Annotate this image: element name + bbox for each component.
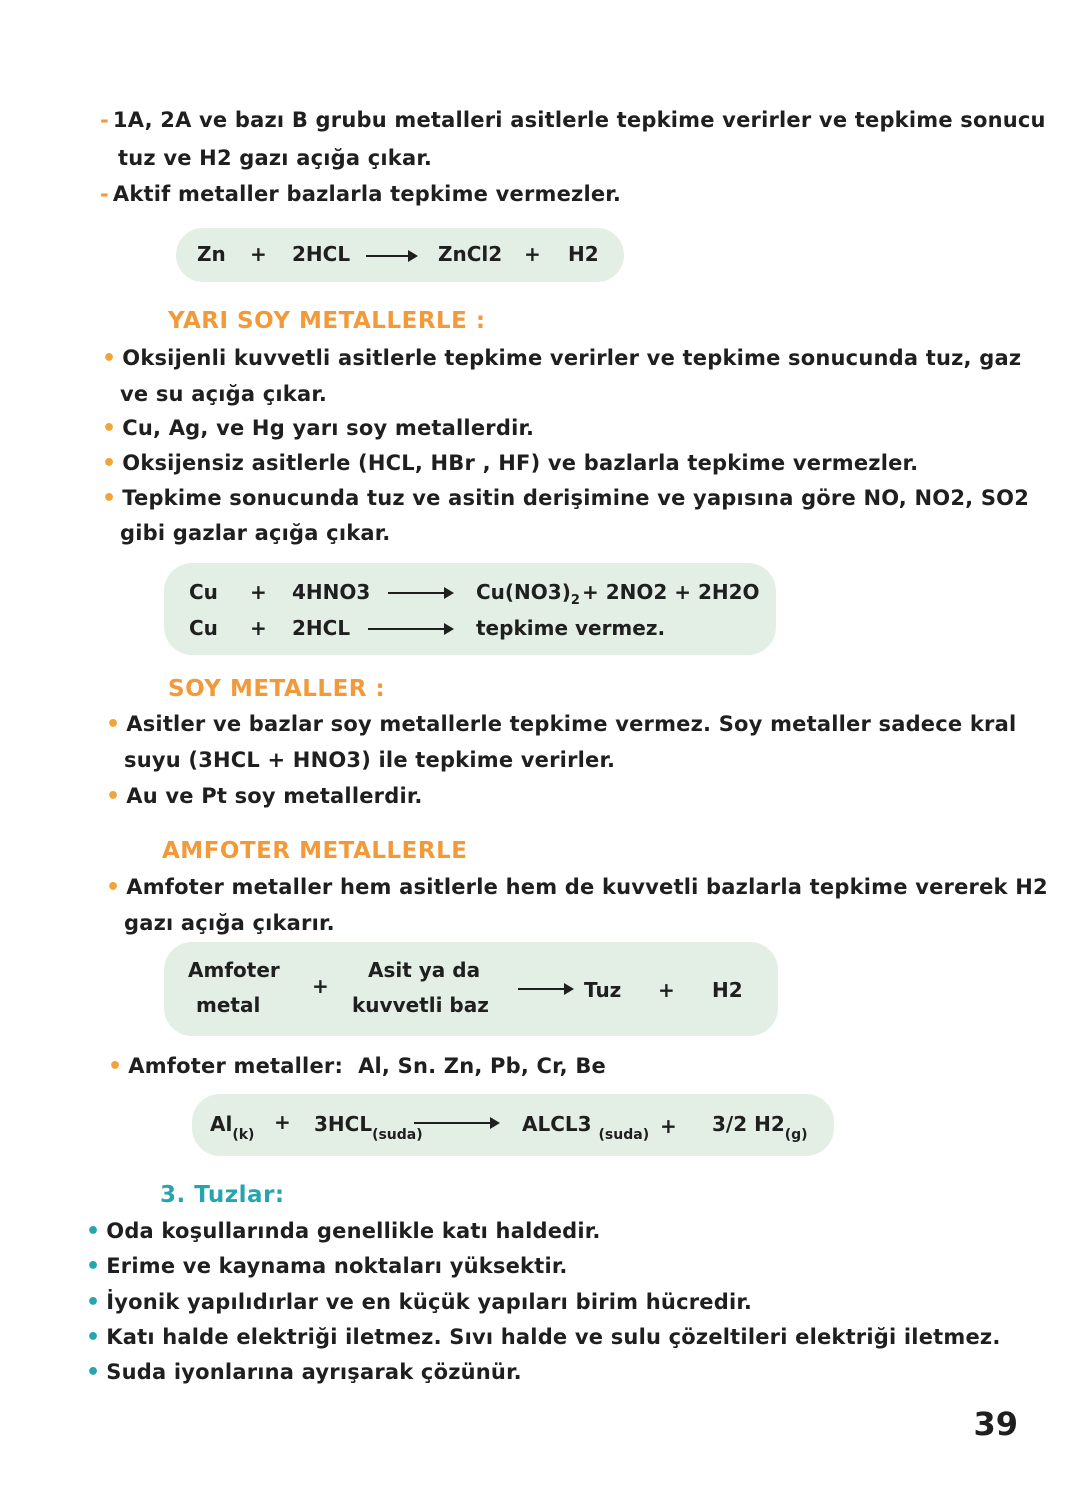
eq3-r2-state: (suda)	[372, 1127, 423, 1143]
eq1-reactant-2: 2HCL	[292, 242, 351, 266]
eq3-plus: +	[274, 1110, 291, 1134]
soy-text-1a: Asitler ve bazlar soy metallerle tepkime vermez. Soy metaller sadece kral	[126, 712, 1017, 736]
eq3-r1-text: Al	[210, 1112, 233, 1136]
bullet-dot-icon: •	[86, 1325, 101, 1350]
amf-list-values: Al, Sn. Zn, Pb, Cr, Be	[358, 1054, 606, 1078]
arrow-icon	[368, 628, 452, 630]
amf-eq-product-2: H2	[712, 978, 743, 1002]
soy-bullet-1	[106, 710, 1016, 739]
tuz-text-5: Suda iyonlarına ayrışarak çözünür.	[106, 1360, 522, 1384]
eq1-product-1: ZnCl2	[438, 242, 503, 266]
eq2-row1-reactant-1: Cu	[189, 580, 218, 604]
bullet-dot-icon: •	[106, 712, 121, 737]
tuz-bullet-4	[86, 1323, 1001, 1352]
soy-text-2: Au ve Pt soy metallerdir.	[126, 784, 423, 808]
eq2-row2-reactant-2: 2HCL	[292, 616, 351, 640]
tuz-text-3: İyonik yapılıdırlar ve en küçük yapıları birim hücredir.	[106, 1290, 753, 1314]
tuz-text-4: Katı halde elektriği iletmez. Sıvı halde ve sulu çözeltileri elektriği iletmez.	[106, 1325, 1001, 1349]
yari-bullet-4	[102, 484, 1029, 513]
bullet-dot-icon: •	[108, 1054, 123, 1079]
eq2-row2-result: tepkime vermez.	[476, 616, 666, 640]
bullet-dot-icon: •	[102, 416, 117, 441]
amf-eq-plus-2: +	[658, 978, 675, 1002]
eq2-row2-plus: +	[250, 616, 267, 640]
amf-text-1b: gazı açığa çıkarır.	[124, 911, 335, 935]
amf-list	[108, 1052, 606, 1081]
section-heading-amfoter: AMFOTER METALLERLE	[162, 838, 468, 864]
section-heading-tuzlar: 3. Tuzlar:	[160, 1182, 285, 1208]
bullet-dot-icon: •	[86, 1360, 101, 1385]
eq3-reactant-2	[314, 1112, 423, 1143]
eq3-product-2	[712, 1112, 808, 1143]
equation-box-amfoter	[164, 942, 778, 1036]
eq3-p2-state: (g)	[784, 1127, 808, 1143]
eq2-row1-reactant-2: 4HNO3	[292, 580, 371, 604]
tuz-text-2: Erime ve kaynama noktaları yüksektir.	[106, 1254, 568, 1278]
bullet-dot-icon: •	[106, 784, 121, 809]
tuz-bullet-5	[86, 1358, 522, 1387]
soy-text-1b: suyu (3HCL + HNO3) ile tepkime verirler.	[124, 748, 616, 772]
arrow-icon	[518, 988, 572, 990]
eq3-p1-state: (suda)	[598, 1127, 650, 1143]
eq2-row1-plus: +	[250, 580, 267, 604]
eq2-row1-product-rest: + 2NO2 + 2H2O	[582, 580, 760, 604]
eq3-p1-text: ALCL3	[522, 1112, 592, 1136]
eq1-product-2: H2	[568, 242, 599, 266]
intro-line-1	[100, 106, 1046, 134]
dash-bullet: -	[100, 108, 109, 132]
section-heading-soy: SOY METALLER :	[168, 676, 386, 702]
bullet-dot-icon: •	[86, 1219, 101, 1244]
yari-bullet-1-cont	[120, 380, 327, 408]
tuz-bullet-2	[86, 1252, 568, 1281]
dash-bullet: -	[100, 182, 109, 206]
amf-eq-plus: +	[312, 974, 329, 998]
soy-bullet-1-cont	[124, 746, 615, 774]
yari-bullet-2	[102, 414, 534, 443]
page-number: 39	[973, 1405, 1018, 1443]
amf-bullet-1-cont	[124, 909, 335, 937]
bullet-dot-icon: •	[102, 346, 117, 371]
intro-text-3: Aktif metaller bazlarla tepkime vermezler.	[112, 182, 622, 206]
eq2-row1-product-1	[476, 580, 580, 608]
yari-text-2: Cu, Ag, ve Hg yarı soy metallerdir.	[122, 416, 535, 440]
arrow-icon	[414, 1122, 498, 1124]
arrow-icon	[388, 592, 452, 594]
eq3-p2-text: 3/2 H2	[712, 1112, 785, 1136]
intro-line-2	[118, 144, 432, 172]
eq2-product-1-sub: 2	[570, 593, 580, 608]
arrow-icon	[366, 255, 416, 257]
amf-eq-reactant-2-line2: kuvvetli baz	[352, 993, 489, 1017]
soy-bullet-2	[106, 782, 423, 811]
amf-eq-product-1: Tuz	[584, 978, 622, 1002]
eq3-reactant-1	[210, 1112, 255, 1143]
eq2-row2-reactant-1: Cu	[189, 616, 218, 640]
amf-list-label: Amfoter metaller:	[128, 1054, 344, 1078]
intro-line-3	[100, 180, 621, 208]
amf-eq-reactant-2-line1: Asit ya da	[368, 958, 481, 982]
eq3-r2-text: 3HCL	[314, 1112, 373, 1136]
eq3-plus-2: +	[660, 1114, 677, 1138]
intro-text-2: tuz ve H2 gazı açığa çıkar.	[118, 146, 433, 170]
intro-text-1: 1A, 2A ve bazı B grubu metalleri asitlerle tepkime verirler ve tepkime sonucu	[112, 108, 1046, 132]
yari-bullet-4-cont	[120, 519, 391, 547]
amf-text-1a: Amfoter metaller hem asitlerle hem de kuvvetli bazlarla tepkime vererek H2	[126, 875, 1048, 899]
eq1-reactant-1: Zn	[197, 242, 226, 266]
eq3-product-1	[522, 1112, 650, 1143]
eq2-product-1-text: Cu(NO3)	[476, 580, 571, 604]
amf-bullet-1	[106, 873, 1048, 902]
tuz-bullet-1	[86, 1217, 601, 1246]
tuz-bullet-3	[86, 1288, 752, 1317]
tuz-text-1: Oda koşullarında genellikle katı haldedir.	[106, 1219, 601, 1243]
eq3-r1-state: (k)	[232, 1127, 255, 1143]
yari-text-4b: gibi gazlar açığa çıkar.	[120, 521, 391, 545]
bullet-dot-icon: •	[106, 875, 121, 900]
yari-text-1b: ve su açığa çıkar.	[120, 382, 328, 406]
yari-bullet-1	[102, 344, 1021, 373]
bullet-dot-icon: •	[86, 1290, 101, 1315]
yari-text-3: Oksijensiz asitlerle (HCL, HBr , HF) ve bazlarla tepkime vermezler.	[122, 451, 919, 475]
bullet-dot-icon: •	[102, 451, 117, 476]
yari-text-4a: Tepkime sonucunda tuz ve asitin derişimine ve yapısına göre NO, NO2, SO2	[122, 486, 1030, 510]
eq1-plus-2: +	[524, 242, 541, 266]
section-heading-yari-soy: YARI SOY METALLERLE :	[168, 308, 486, 334]
amf-eq-reactant-1-line1: Amfoter	[188, 958, 280, 982]
bullet-dot-icon: •	[86, 1254, 101, 1279]
yari-text-1a: Oksijenli kuvvetli asitlerle tepkime verirler ve tepkime sonucunda tuz, gaz	[122, 346, 1022, 370]
amf-eq-reactant-1-line2: metal	[196, 993, 261, 1017]
yari-bullet-3	[102, 449, 918, 478]
eq1-plus: +	[250, 242, 267, 266]
bullet-dot-icon: •	[102, 486, 117, 511]
equation-box-2	[164, 563, 776, 655]
